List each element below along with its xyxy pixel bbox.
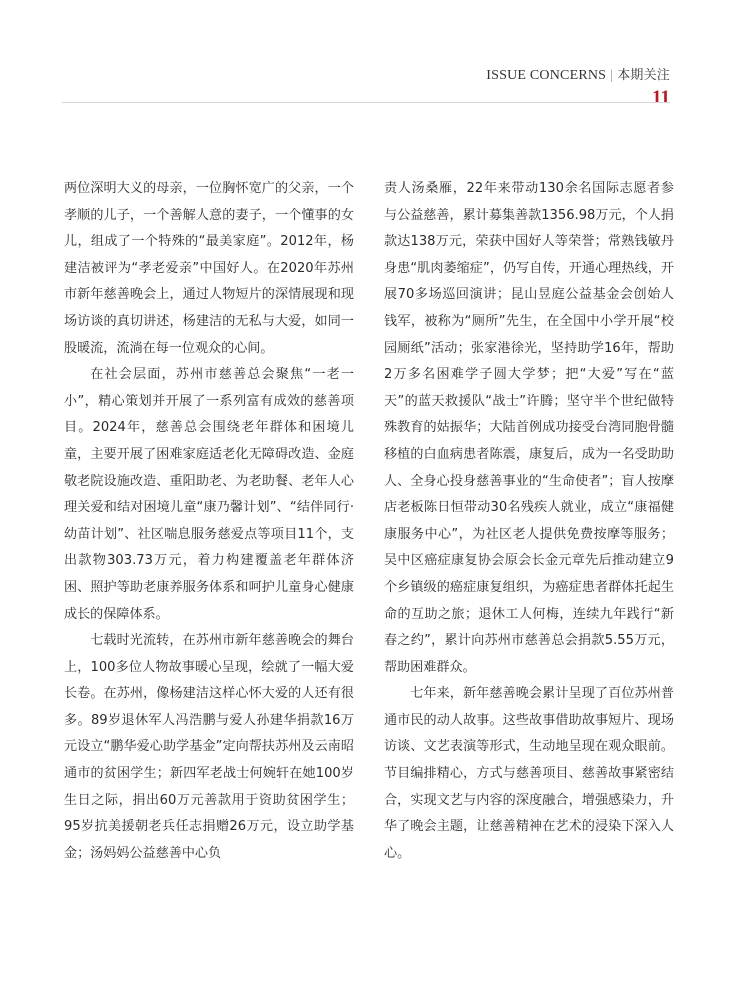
section-title: [486, 64, 670, 84]
paragraph: 七载时光流转，在苏州市新年慈善晚会的舞台上，100多位人物故事暖心呈现，绘就了一幅大爱长卷。在苏州，像杨建洁这样心怀大爱的人还有很多。89岁退休军人冯浩鹏与爱人孙建华捐款16万元设立“鹏华爱心助学基金”定向帮扶苏州及云南昭通市的贫困学生；新四军老战士何婉轩在她100岁生日之际，捐出60万元善款用于资助贫困学生；95岁抗美援朝老兵任志捐赠26万元，设立助学基金；汤妈妈公益慈善中心负: [64, 633, 354, 861]
header-divider: [62, 102, 670, 103]
paragraph: 两位深明大义的母亲，一位胸怀宽广的父亲，一个孝顺的儿子，一个善解人意的妻子，一个懂事的女儿，组成了一个特殊的“最美家庭”。2012年，杨建洁被评为“孝老爱亲”中国好人。在2020年苏州市新年慈善晚会上，通过人物短片的深情展现和现场访谈的真切讲述，杨建洁的无私与大爱，如同一股暖流，流淌在每一位观众的心间。: [64, 181, 354, 356]
left-column: [64, 176, 354, 867]
header-separator: |: [610, 68, 614, 83]
section-title-en: ISSUE CONCERNS: [486, 68, 607, 83]
right-column: [384, 176, 674, 867]
paragraph: 在社会层面，苏州市慈善总会聚焦“一老一小”，精心策划并开展了一系列富有成效的慈善项目。2024年，慈善总会围绕老年群体和困境儿童，主要开展了困难家庭适老化无障碍改造、金庭敬老院设施改造、重阳助老、为老助餐、老年人心理关爱和结对困境儿童“康乃馨计划”、“结伴同行·幼苗计划”、社区喘息服务慈爱点等项目11个，支出款物303.73万元，着力构建覆盖老年群体济困、照护等助老康养服务体系和呵护儿童身心健康成长的保障体系。: [64, 367, 354, 622]
paragraph: 责人汤桑雁，22年来带动130余名国际志愿者参与公益慈善，累计募集善款1356.98万元，个人捐款达138万元，荣获中国好人等荣誉；常熟钱敏丹身患“肌肉萎缩症”，仍写自传，开通心理热线，开展70多场巡回演讲；昆山昱庭公益基金会创始人钱军，被称为“厕所”先生，在全国中小学开展“校园厕纸”活动；张家港徐光，坚持助学16年，帮助2万多名困难学子圆大学梦；把“大爱”写在“蓝天”的蓝天救援队“战士”许腾；坚守半个世纪做特殊教育的姑振华；大陆首例成功接受台湾同胞骨髓移植的白血病患者陈震，康复后，成为一名受助助人、全身心投身慈善事业的“生命使者”；盲人按摩店老板陈日恒带动30名残疾人就业，成立“康福健康服务中心”，为社区老人提供免费按摩等服务；吴中区癌症康复协会原会长金元章先后推动建立9个乡镇级的癌症康复组织，为癌症患者群体托起生命的互助之旅；退休工人何梅，连续九年践行“新春之约”，累计向苏州市慈善总会捐款5.55万元，帮助困难群众。: [384, 181, 674, 675]
page-number: 11: [652, 87, 670, 108]
section-title-cn: 本期关注: [617, 68, 670, 83]
paragraph: 七年来，新年慈善晚会累计呈现了百位苏州普通市民的动人故事。这些故事借助故事短片、现场访谈、文艺表演等形式，生动地呈现在观众眼前。节目编排精心，方式与慈善项目、慈善故事紧密结合，实现文艺与内容的深度融合，增强感染力，升华了晚会主题，让慈善精神在艺术的浸染下深入人心。: [384, 686, 674, 861]
